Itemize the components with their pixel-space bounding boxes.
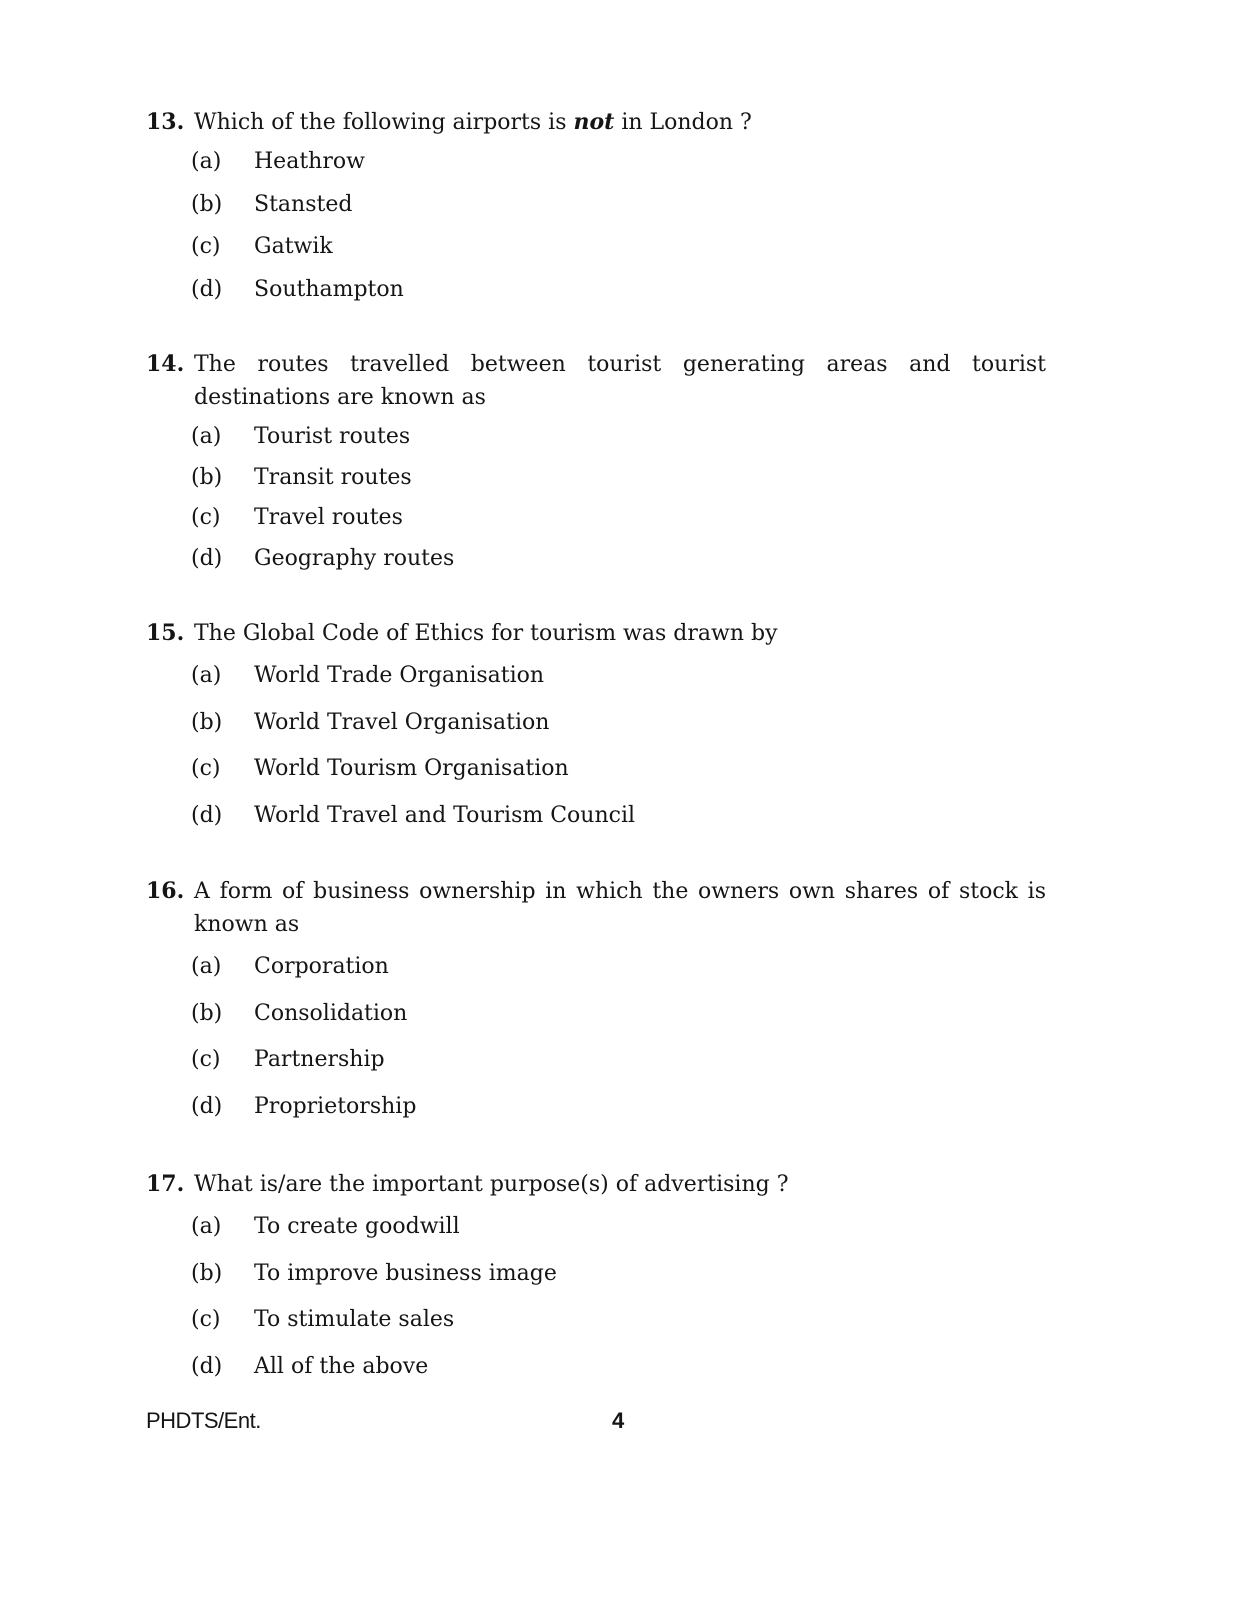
option-letter: (a) xyxy=(191,149,222,174)
question-text: A form of business ownership in which the owners own shares of stock is known as xyxy=(194,879,1046,937)
option-c xyxy=(146,754,1046,784)
option-letter: (c) xyxy=(191,1307,221,1332)
option-list xyxy=(146,422,1046,574)
option-d xyxy=(146,1352,1046,1382)
option-b xyxy=(146,1259,1046,1289)
option-text: World Trade Organisation xyxy=(254,663,545,688)
page-number: 4 xyxy=(612,1408,625,1433)
option-text: To create goodwill xyxy=(254,1214,460,1239)
option-letter: (d) xyxy=(191,276,223,302)
paper-code: PHDTS/Ent. xyxy=(146,1408,261,1433)
option-text: Stansted xyxy=(254,191,353,217)
question-text: Which of the following airports is xyxy=(194,110,574,135)
option-b xyxy=(146,999,1046,1029)
option-c xyxy=(146,1045,1046,1075)
question-15 xyxy=(146,617,1046,847)
option-letter: (c) xyxy=(191,1047,221,1072)
question-16 xyxy=(146,875,1046,1138)
option-text: World Travel and Tourism Council xyxy=(254,802,636,828)
question-number: 14. xyxy=(146,351,185,377)
option-d xyxy=(146,544,1046,574)
option-letter: (a) xyxy=(191,954,222,979)
question-text: What is/are the important purpose(s) of advertising ? xyxy=(194,1172,789,1197)
option-text: To improve business image xyxy=(254,1260,557,1286)
question-number: 13. xyxy=(146,109,185,135)
option-text: Southampton xyxy=(254,276,404,302)
option-a xyxy=(146,1212,1046,1242)
option-list xyxy=(146,952,1046,1122)
question-text: The routes travelled between tourist generating areas and tourist destinations are known as xyxy=(194,352,1046,410)
option-list xyxy=(146,147,1046,305)
option-letter: (d) xyxy=(191,1353,223,1379)
question-number: 16. xyxy=(146,878,185,904)
question-text: The Global Code of Ethics for tourism was drawn by xyxy=(194,621,778,646)
question-stem xyxy=(146,348,1046,414)
option-letter: (b) xyxy=(191,1000,223,1026)
question-stem xyxy=(146,875,1046,941)
option-text: Consolidation xyxy=(254,1000,408,1026)
option-letter: (c) xyxy=(191,505,221,530)
question-14 xyxy=(146,348,1046,584)
option-text: Transit routes xyxy=(254,464,412,490)
option-text: Travel routes xyxy=(254,505,403,530)
option-letter: (d) xyxy=(191,802,223,828)
question-number: 17. xyxy=(146,1171,185,1197)
option-text: Gatwik xyxy=(254,234,333,259)
option-text: Partnership xyxy=(254,1047,385,1072)
option-a xyxy=(146,661,1046,691)
option-c xyxy=(146,1305,1046,1335)
option-text: Tourist routes xyxy=(254,424,411,449)
option-letter: (d) xyxy=(191,1093,223,1119)
option-letter: (b) xyxy=(191,1260,223,1286)
option-letter: (c) xyxy=(191,234,221,259)
option-d xyxy=(146,1092,1046,1122)
option-letter: (a) xyxy=(191,663,222,688)
option-list xyxy=(146,1212,1046,1382)
option-letter: (a) xyxy=(191,1214,222,1239)
option-a xyxy=(146,147,1046,177)
question-emphasis: not xyxy=(573,109,615,135)
option-letter: (b) xyxy=(191,191,223,217)
question-17 xyxy=(146,1168,1046,1398)
option-c xyxy=(146,503,1046,533)
question-stem xyxy=(146,1168,1046,1201)
option-a xyxy=(146,952,1046,982)
option-list xyxy=(146,661,1046,831)
question-13 xyxy=(146,106,1046,317)
question-number: 15. xyxy=(146,620,185,646)
option-text: Geography routes xyxy=(254,545,455,571)
option-c xyxy=(146,232,1046,262)
option-text: World Travel Organisation xyxy=(254,709,550,735)
option-text: To stimulate sales xyxy=(254,1307,455,1332)
option-text: Heathrow xyxy=(254,149,365,174)
option-letter: (d) xyxy=(191,545,223,571)
option-b xyxy=(146,463,1046,493)
question-text-end: in London ? xyxy=(614,110,752,135)
option-d xyxy=(146,275,1046,305)
option-d xyxy=(146,801,1046,831)
option-letter: (a) xyxy=(191,424,222,449)
question-stem xyxy=(146,106,1046,139)
option-text: Corporation xyxy=(254,954,389,979)
option-text: All of the above xyxy=(254,1353,429,1379)
option-text: Proprietorship xyxy=(254,1093,417,1119)
option-letter: (c) xyxy=(191,756,221,781)
option-b xyxy=(146,708,1046,738)
question-stem xyxy=(146,617,1046,650)
option-letter: (b) xyxy=(191,709,223,735)
option-text: World Tourism Organisation xyxy=(254,756,569,781)
option-b xyxy=(146,190,1046,220)
option-letter: (b) xyxy=(191,464,223,490)
option-a xyxy=(146,422,1046,452)
